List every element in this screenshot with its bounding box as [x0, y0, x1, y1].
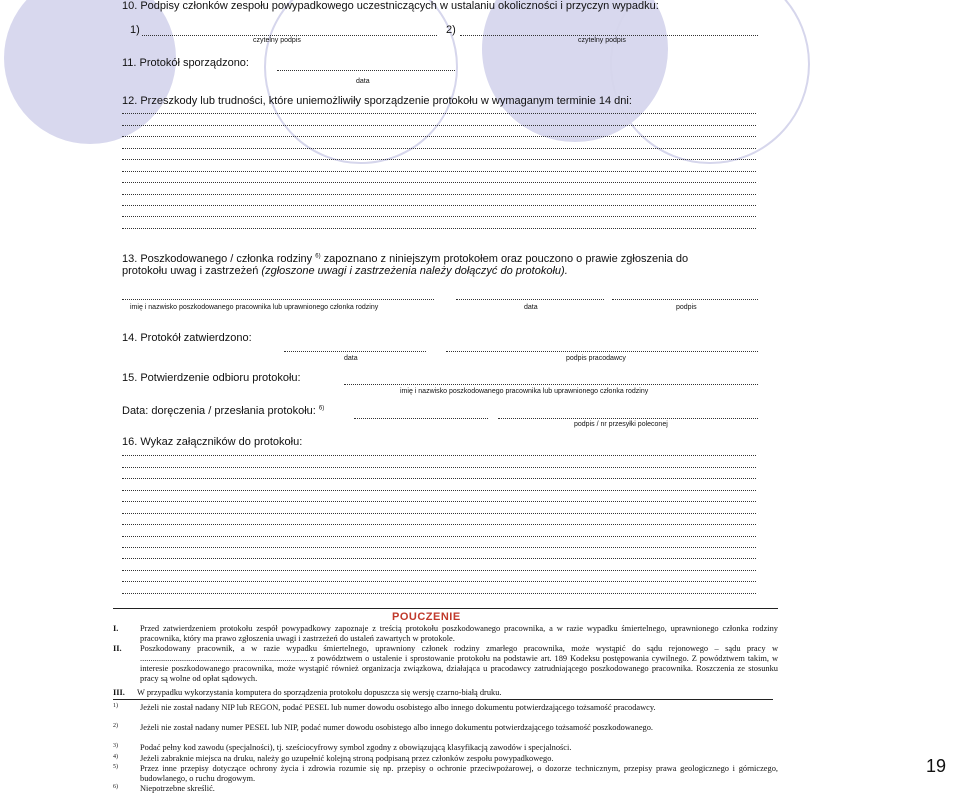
protocol-date-label: data: [356, 78, 370, 85]
section-13-text-b: zapoznano z niniejszym protokołem oraz pouczono o prawie zgłoszenia do: [323, 253, 689, 265]
signature-1-field[interactable]: [142, 35, 437, 36]
pouczenie-title: POUCZENIE: [392, 611, 461, 623]
section-13-text-line2: [122, 265, 568, 277]
footnote-mark: 5): [113, 764, 118, 770]
footnote-text: Przez inne przepisy dotyczące ochrony życia i zdrowia rozumie się np. przepisy o ochronie przeciwpożarowej, o dozorze technicznym, przepisy prawa geologicznego i górniczego, budowlanego, o ruchu drogowym.: [140, 764, 778, 783]
victim-signature-field[interactable]: [612, 299, 758, 300]
section-12-title: 12. Przeszkody lub trudności, które uniemożliwiły sporządzenie protokołu w wymaganym terminie 14 dni:: [122, 95, 632, 107]
footnote-mark: 2): [113, 723, 118, 729]
footnotes-separator: [113, 699, 773, 700]
section-16-title: 16. Wykaz załączników do protokołu:: [122, 436, 303, 448]
attachments-lines[interactable]: [122, 445, 756, 594]
delivery-signature-label: podpis / nr przesyłki poleconej: [574, 421, 668, 428]
employer-signature-label: podpis pracodawcy: [566, 355, 626, 362]
section-15-title: 15. Potwierdzenie odbioru protokołu:: [122, 372, 301, 384]
footnote-mark: 6): [113, 784, 118, 790]
section-13-text: [122, 253, 688, 265]
approval-date-label: data: [344, 355, 358, 362]
obstacles-lines[interactable]: [122, 103, 756, 229]
footnote-mark: 4): [113, 754, 118, 760]
footnote-mark: 1): [113, 703, 118, 709]
pouczenie-separator: [113, 608, 778, 609]
section-10-title: 10. Podpisy członków zespołu powypadkowego uczestniczących w ustalaniu okoliczności i przyczyn wypadku:: [122, 0, 659, 12]
section-13-line2-a: protokołu uwag i zastrzeżeń: [122, 265, 259, 277]
delivery-signature-field[interactable]: [498, 418, 758, 419]
section-13-text-a: 13. Poszkodowanego / członka rodziny: [122, 253, 313, 265]
pouczenie-item-text: W przypadku wykorzystania komputera do sporządzenia protokołu dopuszcza się wersję czarno-białą druku.: [137, 688, 502, 697]
signature-2-number: 2): [446, 24, 456, 36]
signature-2-field[interactable]: [460, 35, 758, 36]
signature-1-number: 1): [130, 24, 140, 36]
section-13-line2-b: (zgłoszone uwagi i zastrzeżenia należy dołączyć do protokołu).: [261, 265, 568, 277]
section-11-title: 11. Protokół sporządzono:: [122, 57, 249, 69]
victim-date-field[interactable]: [456, 299, 604, 300]
delivery-date-text: Data: doręczenia / przesłania protokołu:: [122, 405, 316, 417]
victim-date-label: data: [524, 304, 538, 311]
pouczenie-item-text: Przed zatwierdzeniem protokołu zespół powypadkowy zapoznaje z treścią protokołu poszkodowanego pracownika, a w razie wypadku śmiertelnego, uprawnionego członka rodziny pracownika, który ma prawo zgłoszenia uwagi i zastrzeżeń do ustaleń zawartych w protokole.: [140, 624, 778, 643]
recipient-name-label: imię i nazwisko poszkodowanego pracownika lub uprawnionego członka rodziny: [400, 388, 649, 395]
pouczenie-item-label: I.: [113, 624, 119, 633]
footnote-text: Jeżeli nie został nadany numer PESEL lub NIP, podać numer dowodu osobistego albo innego dokumentu potwierdzającego tożsamość poszkodowanego.: [140, 723, 654, 732]
delivery-date-field[interactable]: [354, 418, 488, 419]
delivery-date-title: [122, 405, 324, 417]
footnote-text: Jeżeli zabraknie miejsca na druku, należy go uzupełnić kolejną stroną podpisaną przez członków zespołu powypadkowego.: [140, 754, 554, 763]
footnote-text: Niepotrzebne skreślić.: [140, 784, 215, 793]
signature-2-label: czytelny podpis: [578, 37, 626, 44]
victim-name-field[interactable]: [122, 299, 434, 300]
delivery-footnote-mark: 6): [318, 405, 325, 412]
section-14-title: 14. Protokół zatwierdzono:: [122, 332, 252, 344]
employer-signature-field[interactable]: [446, 351, 758, 352]
section-13-footnote-mark: 6): [315, 253, 321, 260]
pouczenie-item-text: Poszkodowany pracownik, a w razie wypadku śmiertelnego, uprawniony członek rodziny zmarłego pracownika, może wystąpić do sądu rejonowego – sądu pracy w ................................................................................ z powództwem o ustalenie i sprostowanie protokołu na podstawie art. 189 Kodeksu postępowania cywilnego. Z powództwem takim, w interesie poszkodowanego pracownika, może wystąpić również organizacja związkowa, działająca u pracodawcy zatrudniającego poszkodowanego pracownika. Roszczenia ze stosunku pracy są wolne od opłat sądowych.: [140, 644, 778, 683]
page-number: 19: [926, 756, 947, 776]
footnote-mark: 3): [113, 743, 118, 749]
pouczenie-item-label: III.: [113, 688, 125, 697]
protocol-date-field[interactable]: [277, 70, 455, 71]
pouczenie-body: [113, 624, 778, 794]
signature-1-label: czytelny podpis: [253, 37, 301, 44]
pouczenie-item-label: II.: [113, 644, 122, 653]
recipient-name-field[interactable]: [344, 384, 758, 385]
footnote-text: Jeżeli nie został nadany NIP lub REGON, podać PESEL lub numer dowodu osobistego albo innego dokumentu potwierdzającego tożsamość pracodawcy.: [140, 703, 656, 712]
victim-name-label: imię i nazwisko poszkodowanego pracownika lub uprawnionego członka rodziny: [130, 304, 379, 311]
approval-date-field[interactable]: [284, 351, 426, 352]
footnote-text: Podać pełny kod zawodu (specjalności), tj. sześciocyfrowy symbol zgodny z obowiązującą klasyfikacją zawodów i specjalności.: [140, 743, 572, 752]
victim-signature-label: podpis: [676, 304, 697, 311]
